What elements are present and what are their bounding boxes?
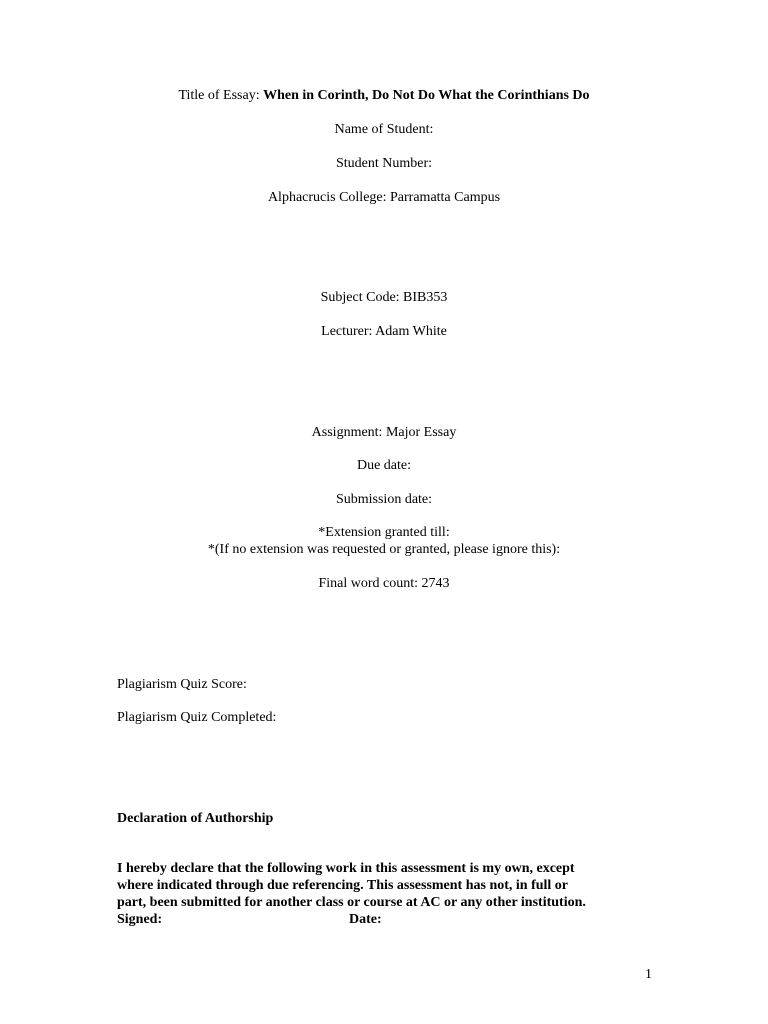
subject-code: Subject Code: BIB353: [320, 290, 448, 305]
institution: Alphacrucis College: Parramatta Campus: [267, 190, 501, 205]
extension-note: *(If no extension was requested or granted, please ignore this):: [207, 542, 561, 557]
declaration-line: where indicated through due referencing. This assessment has not, in full or: [117, 878, 569, 893]
signed-label: Signed:: [117, 912, 163, 927]
declaration-line: part, been submitted for another class or course at AC or any other institution.: [117, 895, 586, 910]
declaration-body: [117, 860, 657, 928]
date-label: Date:: [349, 912, 382, 927]
plagiarism-quiz-completed-label: Plagiarism Quiz Completed:: [117, 710, 277, 725]
declaration-heading: Declaration of Authorship: [117, 811, 274, 826]
essay-title: When in Corinth, Do Not Do What the Corinthians Do: [263, 88, 590, 103]
submission-date-label: Submission date:: [335, 492, 433, 507]
essay-title-label: Title of Essay:: [178, 88, 260, 103]
signature-row: [117, 911, 657, 928]
student-name-label: Name of Student:: [334, 122, 434, 137]
page-number: 1: [645, 967, 652, 982]
word-count: Final word count: 2743: [318, 576, 450, 591]
declaration-line: I hereby declare that the following work in this assessment is my own, except: [117, 861, 575, 876]
plagiarism-quiz-score-label: Plagiarism Quiz Score:: [117, 677, 247, 692]
assignment: Assignment: Major Essay: [311, 425, 457, 440]
student-number-label: Student Number:: [335, 156, 433, 171]
due-date-label: Due date:: [356, 458, 412, 473]
extension-label: *Extension granted till:: [318, 525, 450, 540]
essay-title-line: [0, 87, 768, 104]
lecturer: Lecturer: Adam White: [321, 324, 447, 339]
